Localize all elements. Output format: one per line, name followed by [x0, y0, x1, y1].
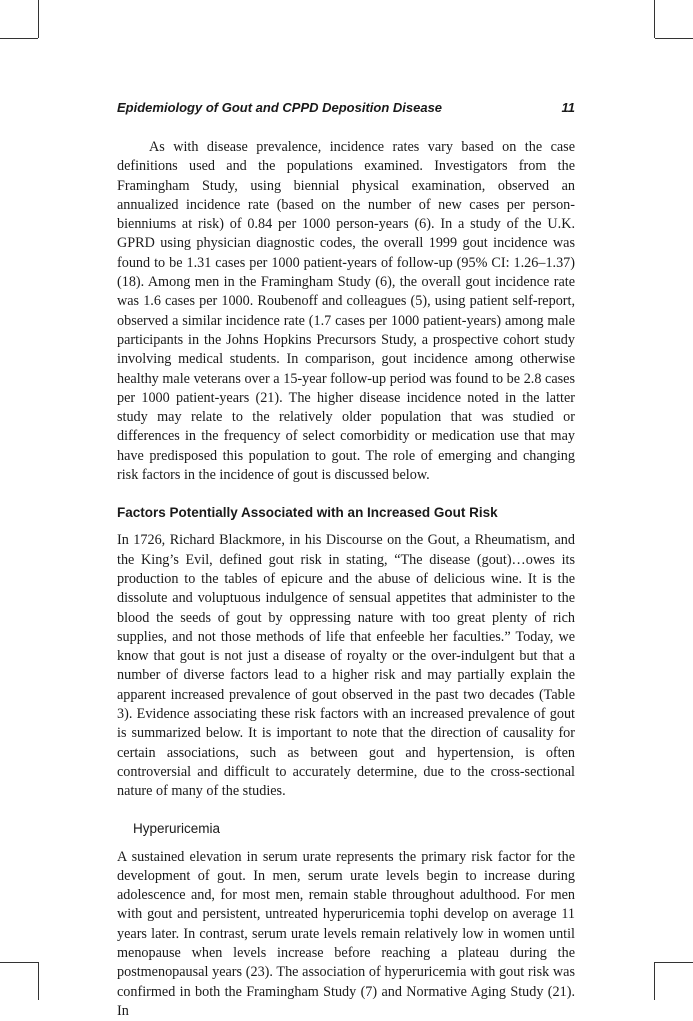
section-heading-gout-risk-factors: Factors Potentially Associated with an Increased Gout Risk [117, 504, 575, 522]
crop-mark-top-right-horizontal [655, 38, 693, 39]
subsection-heading-hyperuricemia: Hyperuricemia [133, 820, 575, 838]
page-number: 11 [562, 100, 576, 115]
crop-mark-top-left-vertical [38, 0, 39, 38]
page-content [117, 100, 575, 1021]
crop-mark-top-right-vertical [654, 0, 655, 38]
running-head-title: Epidemiology of Gout and CPPD Deposition Disease [117, 100, 442, 115]
paragraph-hyperuricemia: A sustained elevation in serum urate represents the primary risk factor for the development of gout. In men, serum urate levels begin to increase during adolescence and, for most men, remain stable throughout adulthood. For men with gout and persistent, untreated hyperuricemia tophi develop on average 11 years later. In contrast, serum urate levels remain relatively low in women until menopause when levels increase before reaching a plateau during the postmenopausal years (23). The association of hyperuricemia with gout risk was confirmed in both the Framingham Study (7) and Normative Aging Study (21). In [117, 848, 575, 1021]
paragraph-incidence: As with disease prevalence, incidence rates vary based on the case definitions used and the populations examined. Investigators from the Framingham Study, using biennial physical examination, observed an annualized incidence rate (based on the number of new cases per person-bienniums at risk) of 0.84 per 1000 person-years (6). In a study of the U.K. GPRD using physician diagnostic codes, the overall 1999 gout incidence was found to be 1.31 cases per 1000 patient-years of follow-up (95% CI: 1.26–1.37) (18). Among men in the Framingham Study (6), the overall gout incidence rate was 1.6 cases per 1000. Roubenoff and colleagues (5), using patient self-report, observed a similar incidence rate (1.7 cases per 1000 patient-years) among male participants in the Johns Hopkins Precursors Study, a prospective cohort study involving medical students. In comparison, gout incidence among otherwise healthy male veterans over a 15-year follow-up period was found to be 2.8 cases per 1000 patient-years (21). The higher disease incidence noted in the latter study may relate to the relatively older population that was studied or differences in the frequency of select comorbidity or medication use that may have predisposed this population to gout. The role of emerging and changing risk factors in the incidence of gout is discussed below. [117, 138, 575, 485]
running-head [117, 100, 575, 118]
crop-mark-bottom-left-horizontal [0, 962, 38, 963]
crop-mark-bottom-right-horizontal [655, 962, 693, 963]
crop-mark-top-left-horizontal [0, 38, 38, 39]
paragraph-risk-factors: In 1726, Richard Blackmore, in his Discourse on the Gout, a Rheumatism, and the King’s Evil, defined gout risk in stating, “The disease (gout)…owes its production to the tables of epicure and the abuse of delicious wine. It is the dissolute and voluptuous indulgence of sensual appetites that administer to the blood the seeds of gout by oppressing nature with too great plenty of rich supplies, and not those methods of life that enfeeble her faculties.” Today, we know that gout is not just a disease of royalty or the over-indulgent but that a number of diverse factors lead to a higher risk and may partially explain the apparent increased prevalence of gout observed in the past two decades (Table 3). Evidence associating these risk factors with an increased prevalence of gout is summarized below. It is important to note that the direction of causality for certain associations, such as between gout and hypertension, is often controversial and difficult to accurately determine, due to the cross-sectional nature of many of the studies. [117, 531, 575, 801]
crop-mark-bottom-right-vertical [654, 962, 655, 1000]
crop-mark-bottom-left-vertical [38, 962, 39, 1000]
